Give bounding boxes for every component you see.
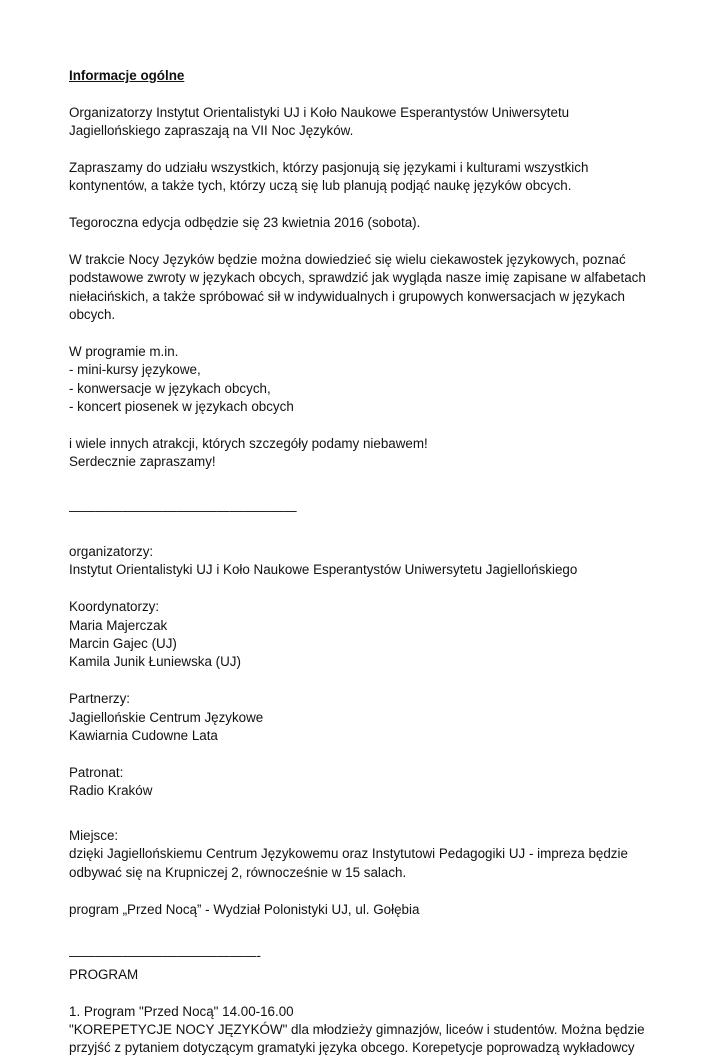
coordinator-name: Maria Majerczak [69, 617, 168, 633]
coordinators-block [69, 598, 669, 672]
program-header-block [69, 947, 669, 984]
partner-name: Kawiarnia Cudowne Lata [69, 728, 218, 744]
text-line: dzięki Jagiellońskiemu Centrum Językowemu oraz Instytutowi Pedagogiki UJ - impreza będzie [69, 846, 628, 862]
before-night-line: program „Przed Nocą” - Wydział Polonistyki UJ, ul. Gołębia [69, 901, 420, 917]
patron-block [69, 764, 669, 801]
separator-line: ——————————————- [69, 948, 261, 964]
list-item: - koncert piosenek w językach obcych [69, 399, 294, 415]
program-item-1 [69, 1003, 669, 1058]
separator-line: ————————————————— [69, 503, 297, 519]
text-line: niełacińskich, a także spróbować sił w indywidualnych i grupowych konwersacjach w językach [69, 288, 625, 304]
coordinator-name: Marcin Gajec (UJ) [69, 636, 177, 652]
coordinator-name: Kamila Junik Łuniewska (UJ) [69, 654, 241, 670]
organizers-block [69, 543, 669, 580]
text-line: "KOREPETYCJE NOCY JĘZYKÓW" dla młodzieży gimnazjów, liceów i studentów. Można będzie [69, 1022, 645, 1038]
intro-paragraph [69, 104, 669, 141]
program-item-title: 1. Program "Przed Nocą" 14.00-16.00 [69, 1003, 294, 1019]
text-line: podstawowe zwroty w językach obcych, sprawdzić jak wygląda nasze imię zapisane w alfabetach [69, 270, 646, 286]
text-line: Zapraszamy do udziału wszystkich, którzy pasjonują się językami i kulturami wszystkich [69, 160, 589, 175]
text-line: Organizatorzy Instytut Orientalistyki UJ i Koło Naukowe Esperantystów Uniwersytetu [69, 104, 570, 120]
closing-paragraph [69, 435, 669, 472]
list-item: - konwersacje w językach obcych, [69, 380, 271, 396]
text-line: odbywać się na Krupniczej 2, równocześnie w 15 salach. [69, 864, 407, 880]
venue-block [69, 827, 669, 882]
partners-label: Partnerzy: [69, 691, 131, 707]
venue-label: Miejsce: [69, 828, 119, 844]
text-line: Serdecznie zapraszamy! [69, 454, 216, 470]
document-page [69, 67, 669, 1058]
partner-name: Jagiellońskie Centrum Językowe [69, 709, 264, 725]
organizers-value: Instytut Orientalistyki UJ i Koło Naukowe Esperantystów Uniwersytetu Jagiellońskiego [69, 562, 578, 578]
invite-paragraph [69, 159, 669, 196]
program-heading: PROGRAM [69, 966, 139, 982]
section-heading: Informacje ogólne [69, 68, 185, 83]
program-list-intro: W programie m.in. [69, 344, 179, 360]
list-item: - mini-kursy językowe, [69, 362, 201, 378]
coordinators-label: Koordynatorzy: [69, 599, 160, 615]
text-line: Jagiellońskiego zapraszają na VII Noc Języków. [69, 123, 354, 139]
program-list [69, 343, 669, 417]
patron-label: Patronat: [69, 764, 124, 780]
organizers-label: organizatorzy: [69, 544, 154, 560]
text-line: W trakcie Nocy Języków będzie można dowiedzieć się wielu ciekawostek językowych, poznać [69, 252, 626, 267]
text-line: i wiele innych atrakcji, których szczegóły podamy niebawem! [69, 436, 428, 452]
date-paragraph: Tegoroczna edycja odbędzie się 23 kwietnia 2016 (sobota). [69, 215, 421, 231]
text-line: kontynentów, a także tych, którzy uczą się lub planują podjąć naukę języków obcych. [69, 178, 572, 194]
text-line: obcych. [69, 307, 116, 323]
patron-value: Radio Kraków [69, 783, 153, 799]
text-line: przyjść z pytaniem dotyczącym gramatyki języka obcego. Korepetycje poprowadzą wykładowcy [69, 1040, 635, 1056]
partners-block [69, 690, 669, 745]
description-paragraph [69, 251, 669, 325]
